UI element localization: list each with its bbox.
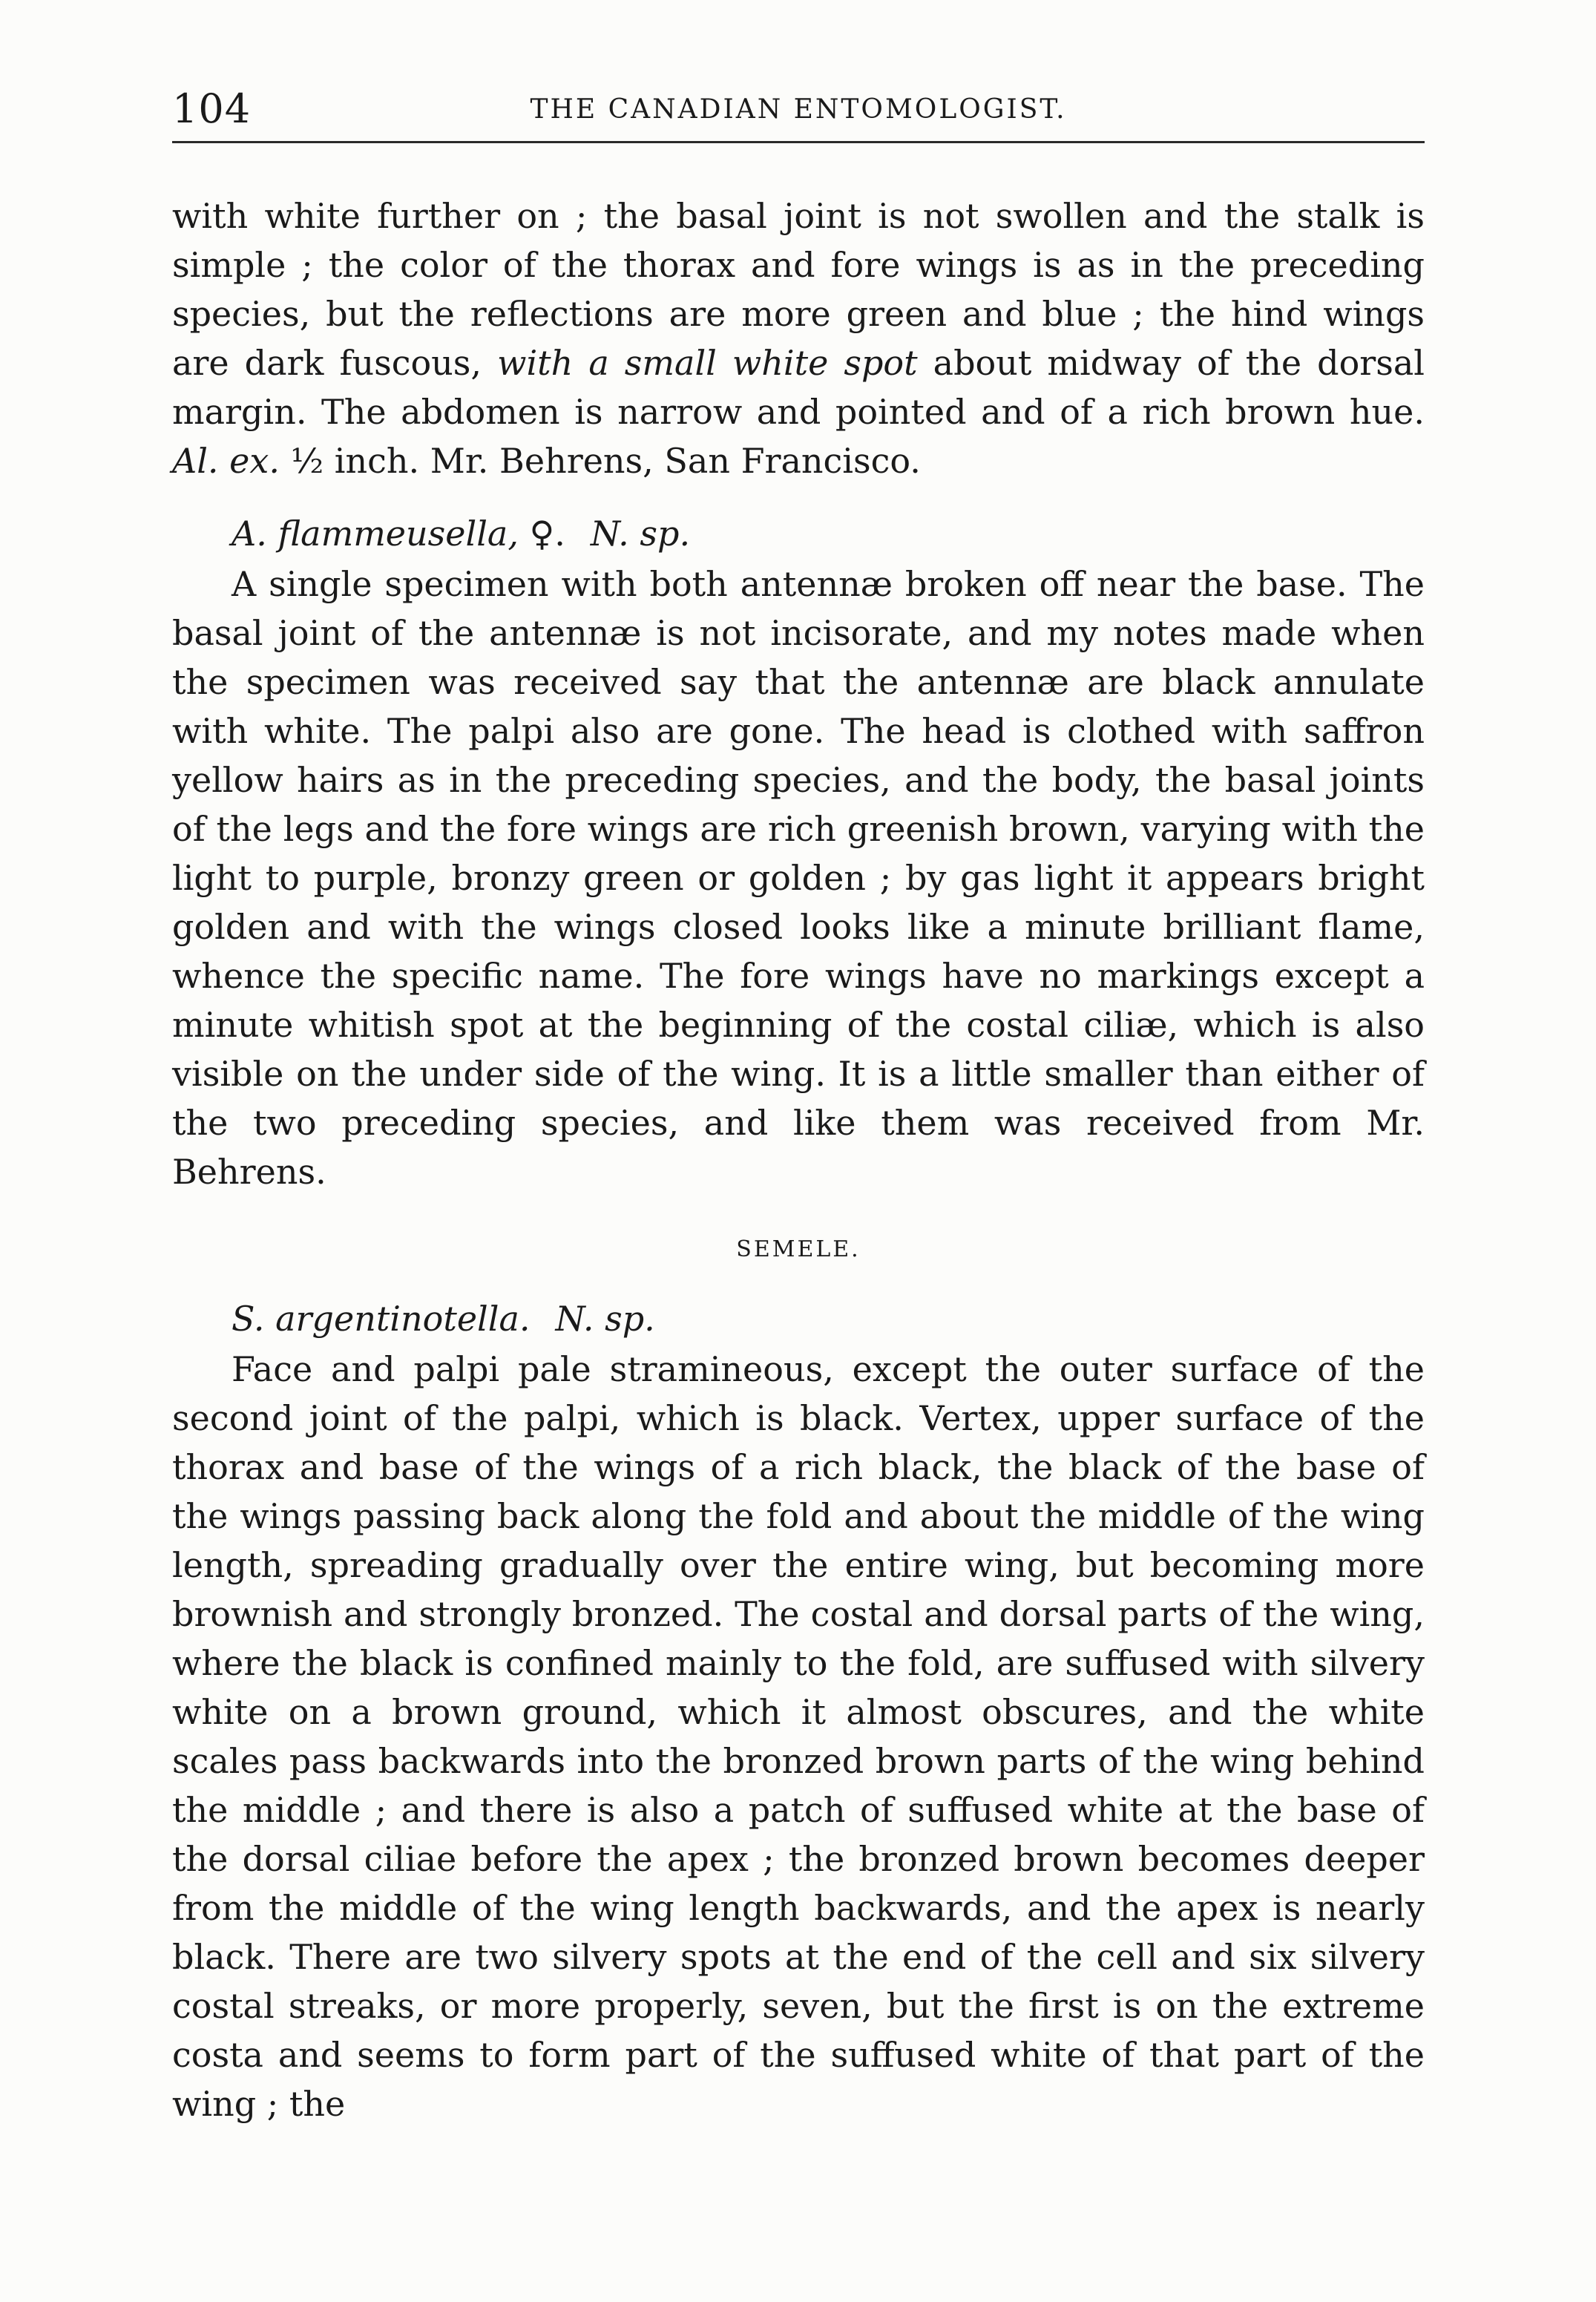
page-header — [172, 83, 1425, 135]
body-text — [172, 191, 1425, 2128]
species-heading-argentinotella — [231, 1294, 1425, 1343]
species-name: A. flammeusella, — [231, 514, 519, 554]
paragraph-flammeusella-description: A single specimen with both antennæ broken off near the base. The basal joint of the antennæ is not incisorate, and my notes made when the specimen was received say that the antennæ are black annulate with white. The palpi also are gone. The head is clothed with saffron yellow hairs as in the preceding species, and the body, the basal joints of the legs and the fore wings are rich greenish brown, varying with the light to purple, bronzy green or golden ; by gas light it appears bright golden and with the wings closed looks like a minute brilliant flame, whence the specific name. The fore wings have no markings except a minute whitish spot at the beginning of the costal ciliæ, which is also visible on the under side of the wing. It is a little smaller than either of the two preceding species, and like them was received from Mr. Behrens. — [172, 564, 1425, 1192]
para1-emphasis: with a small white spot — [497, 343, 918, 383]
para1-text-a: with white further on ; the basal joint is not swollen and the stalk is simple ; the color of the thorax and fore wings is as in the preceding species, but the reflections are more green and blue ; the hind wings are dark fuscous, — [172, 196, 1425, 383]
para1-text-b: about midway of the dorsal margin. The abdomen is narrow and pointed and of a rich brown hue. — [172, 343, 1425, 432]
paragraph-continuation — [172, 191, 1425, 485]
species-name: S. argentinotella. — [231, 1299, 531, 1339]
section-heading-semele: SEMELE. — [736, 1236, 861, 1262]
species-status: N. sp. — [555, 1299, 655, 1339]
alar-expanse-label: Al. ex. — [172, 441, 280, 481]
species-heading-flammeusella — [231, 509, 1425, 558]
para1-text-c: ½ inch. Mr. Behrens, San Francisco. — [290, 441, 921, 481]
species-status: N. sp. — [590, 514, 691, 554]
header-rule — [172, 141, 1425, 143]
female-symbol: ♀. — [529, 514, 565, 554]
page-number: 104 — [172, 85, 252, 132]
running-title: THE CANADIAN ENTOMOLOGIST. — [530, 94, 1067, 125]
paragraph-argentinotella-description: Face and palpi pale stramineous, except the outer surface of the second joint of the palpi, which is black. Vertex, upper surface of the thorax and base of the wings of a rich black, the black of the base of the wings passing back along the fold and about the middle of the wing length, spreading gradually over the entire wing, but becoming more brownish and strongly bronzed. The costal and dorsal parts of the wing, where the black is confined mainly to the fold, are suffused with silvery white on a brown ground, which it almost obscures, and the white scales pass backwards into the bronzed brown parts of the wing behind the middle ; and there is also a patch of suffused white at the base of the dorsal ciliae before the apex ; the bronzed brown becomes deeper from the middle of the wing length backwards, and the apex is nearly black. There are two silvery spots at the end of the cell and six silvery costal streaks, or more properly, seven, but the first is on the extreme costa and seems to form part of the suffused white of that part of the wing ; the — [172, 1349, 1425, 2124]
